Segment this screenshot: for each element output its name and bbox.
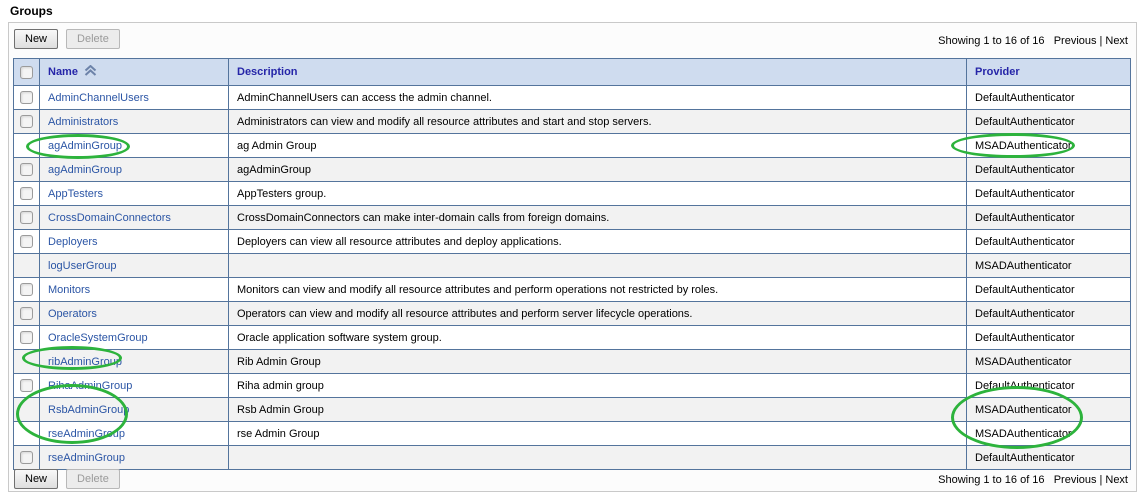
row-checkbox-cell bbox=[14, 422, 40, 446]
row-name-cell bbox=[40, 158, 229, 182]
group-provider: DefaultAuthenticator bbox=[975, 235, 1075, 248]
row-description-cell bbox=[229, 446, 967, 470]
group-provider: DefaultAuthenticator bbox=[975, 379, 1075, 392]
row-provider-cell bbox=[967, 422, 1131, 446]
group-description: AppTesters group. bbox=[237, 187, 327, 200]
group-name-link[interactable]: agAdminGroup bbox=[48, 163, 122, 176]
group-provider: DefaultAuthenticator bbox=[975, 283, 1075, 296]
row-provider-cell bbox=[967, 206, 1131, 230]
row-provider-cell bbox=[967, 446, 1131, 470]
row-provider-cell bbox=[967, 278, 1131, 302]
group-provider: DefaultAuthenticator bbox=[975, 451, 1075, 464]
row-description-cell bbox=[229, 86, 967, 110]
row-description-cell bbox=[229, 182, 967, 206]
table-row bbox=[14, 398, 1131, 422]
row-name-cell bbox=[40, 422, 229, 446]
table-row bbox=[14, 182, 1131, 206]
group-description: Administrators can view and modify all resource attributes and start and stop servers. bbox=[237, 115, 652, 128]
row-name-cell bbox=[40, 326, 229, 350]
delete-button[interactable]: Delete bbox=[66, 29, 120, 49]
group-name-link[interactable]: AdminChannelUsers bbox=[48, 91, 149, 104]
group-name-link[interactable]: OracleSystemGroup bbox=[48, 331, 148, 344]
groups-table-body bbox=[14, 86, 1131, 470]
row-provider-cell bbox=[967, 86, 1131, 110]
row-name-cell bbox=[40, 134, 229, 158]
group-provider: DefaultAuthenticator bbox=[975, 211, 1075, 224]
group-provider: DefaultAuthenticator bbox=[975, 187, 1075, 200]
row-checkbox[interactable] bbox=[20, 451, 33, 464]
groups-panel bbox=[8, 22, 1137, 492]
pagination-separator: | bbox=[1099, 35, 1103, 47]
pagination-top bbox=[938, 35, 1128, 47]
row-provider-cell bbox=[967, 110, 1131, 134]
group-name-link[interactable]: Administrators bbox=[48, 115, 119, 128]
row-provider-cell bbox=[967, 182, 1131, 206]
row-name-cell bbox=[40, 278, 229, 302]
group-name-link[interactable]: AppTesters bbox=[48, 187, 104, 200]
row-checkbox[interactable] bbox=[20, 91, 33, 104]
row-checkbox[interactable] bbox=[20, 187, 33, 200]
table-row bbox=[14, 422, 1131, 446]
next-link[interactable]: Next bbox=[1105, 35, 1128, 47]
row-checkbox[interactable] bbox=[20, 235, 33, 248]
group-provider: MSADAuthenticator bbox=[975, 427, 1072, 440]
table-header-row bbox=[14, 59, 1131, 86]
row-name-cell bbox=[40, 398, 229, 422]
new-button[interactable]: New bbox=[14, 469, 58, 489]
table-row bbox=[14, 446, 1131, 470]
row-description-cell bbox=[229, 398, 967, 422]
column-header-description: Description bbox=[229, 59, 967, 86]
pagination-separator: | bbox=[1099, 474, 1103, 486]
next-link[interactable]: Next bbox=[1105, 474, 1128, 486]
group-description: Oracle application software system group. bbox=[237, 331, 442, 344]
group-name-link[interactable]: rseAdminGroup bbox=[48, 451, 126, 464]
row-checkbox-cell bbox=[14, 110, 40, 134]
column-header-name[interactable]: Name bbox=[40, 59, 229, 86]
select-all-checkbox[interactable] bbox=[20, 66, 33, 79]
row-description-cell bbox=[229, 374, 967, 398]
row-checkbox-cell bbox=[14, 326, 40, 350]
showing-text: Showing 1 to 16 of 16 bbox=[938, 35, 1045, 47]
table-row bbox=[14, 230, 1131, 254]
row-provider-cell bbox=[967, 230, 1131, 254]
row-checkbox-cell bbox=[14, 158, 40, 182]
group-name-link[interactable]: agAdminGroup bbox=[48, 139, 122, 152]
group-provider: DefaultAuthenticator bbox=[975, 115, 1075, 128]
group-description: Rib Admin Group bbox=[237, 355, 321, 368]
group-description: agAdminGroup bbox=[237, 163, 311, 176]
group-description: CrossDomainConnectors can make inter-domain calls from foreign domains. bbox=[237, 211, 610, 224]
group-name-link[interactable]: ribAdminGroup bbox=[48, 355, 122, 368]
row-checkbox[interactable] bbox=[20, 163, 33, 176]
page-title: Groups bbox=[10, 4, 53, 18]
row-checkbox-cell bbox=[14, 446, 40, 470]
row-name-cell bbox=[40, 350, 229, 374]
row-description-cell bbox=[229, 158, 967, 182]
row-name-cell bbox=[40, 110, 229, 134]
groups-table bbox=[13, 58, 1131, 470]
row-checkbox[interactable] bbox=[20, 307, 33, 320]
group-description: AdminChannelUsers can access the admin channel. bbox=[237, 91, 492, 104]
row-name-cell bbox=[40, 446, 229, 470]
row-description-cell bbox=[229, 110, 967, 134]
row-provider-cell bbox=[967, 134, 1131, 158]
row-checkbox-cell bbox=[14, 398, 40, 422]
row-checkbox-cell bbox=[14, 278, 40, 302]
row-checkbox-cell bbox=[14, 86, 40, 110]
row-checkbox-cell bbox=[14, 206, 40, 230]
row-name-cell bbox=[40, 86, 229, 110]
group-description: Deployers can view all resource attributes and deploy applications. bbox=[237, 235, 562, 248]
row-description-cell bbox=[229, 422, 967, 446]
group-provider: DefaultAuthenticator bbox=[975, 91, 1075, 104]
table-row bbox=[14, 278, 1131, 302]
row-description-cell bbox=[229, 326, 967, 350]
select-all-cell bbox=[14, 59, 40, 86]
group-name-link[interactable]: CrossDomainConnectors bbox=[48, 211, 171, 224]
row-checkbox[interactable] bbox=[20, 211, 33, 224]
group-description: Monitors can view and modify all resource attributes and perform operations not restricted by roles. bbox=[237, 283, 719, 296]
group-provider: DefaultAuthenticator bbox=[975, 331, 1075, 344]
group-provider: DefaultAuthenticator bbox=[975, 307, 1075, 320]
table-row bbox=[14, 350, 1131, 374]
row-name-cell bbox=[40, 206, 229, 230]
row-name-cell bbox=[40, 182, 229, 206]
row-checkbox[interactable] bbox=[20, 331, 33, 344]
group-description: ag Admin Group bbox=[237, 139, 317, 152]
pagination-bottom bbox=[938, 474, 1128, 486]
table-row bbox=[14, 254, 1131, 278]
row-description-cell bbox=[229, 278, 967, 302]
row-checkbox-cell bbox=[14, 374, 40, 398]
group-description: Riha admin group bbox=[237, 379, 324, 392]
group-provider: MSADAuthenticator bbox=[975, 259, 1072, 272]
row-description-cell bbox=[229, 134, 967, 158]
column-header-provider: Provider bbox=[967, 59, 1131, 86]
showing-text: Showing 1 to 16 of 16 bbox=[938, 474, 1045, 486]
row-provider-cell bbox=[967, 374, 1131, 398]
group-name-link[interactable]: RsbAdminGroup bbox=[48, 403, 130, 416]
row-provider-cell bbox=[967, 254, 1131, 278]
table-row bbox=[14, 158, 1131, 182]
row-provider-cell bbox=[967, 326, 1131, 350]
table-row bbox=[14, 134, 1131, 158]
row-checkbox-cell bbox=[14, 302, 40, 326]
row-checkbox-cell bbox=[14, 182, 40, 206]
group-provider: MSADAuthenticator bbox=[975, 355, 1072, 368]
row-name-cell bbox=[40, 374, 229, 398]
group-provider: MSADAuthenticator bbox=[975, 139, 1072, 152]
table-row bbox=[14, 374, 1131, 398]
table-row bbox=[14, 110, 1131, 134]
row-name-cell bbox=[40, 254, 229, 278]
row-checkbox[interactable] bbox=[20, 379, 33, 392]
toolbar-top bbox=[14, 29, 120, 49]
row-name-cell bbox=[40, 302, 229, 326]
row-provider-cell bbox=[967, 302, 1131, 326]
group-name-link[interactable]: rseAdminGroup bbox=[48, 427, 126, 440]
group-name-link[interactable]: Monitors bbox=[48, 283, 91, 296]
row-description-cell bbox=[229, 254, 967, 278]
row-checkbox-cell bbox=[14, 254, 40, 278]
row-checkbox[interactable] bbox=[20, 115, 33, 128]
group-provider: MSADAuthenticator bbox=[975, 403, 1072, 416]
row-checkbox[interactable] bbox=[20, 283, 33, 296]
group-name-link[interactable]: Operators bbox=[48, 307, 97, 320]
row-name-cell bbox=[40, 230, 229, 254]
previous-link[interactable]: Previous bbox=[1053, 35, 1097, 47]
new-button[interactable]: New bbox=[14, 29, 58, 49]
row-description-cell bbox=[229, 230, 967, 254]
row-description-cell bbox=[229, 302, 967, 326]
double-chevron-up-icon[interactable] bbox=[84, 65, 97, 79]
group-name-link[interactable]: logUserGroup bbox=[48, 259, 117, 272]
table-row bbox=[14, 302, 1131, 326]
toolbar-bottom bbox=[14, 469, 120, 489]
row-description-cell bbox=[229, 350, 967, 374]
row-description-cell bbox=[229, 206, 967, 230]
table-row bbox=[14, 206, 1131, 230]
delete-button[interactable]: Delete bbox=[66, 469, 120, 489]
table-row bbox=[14, 326, 1131, 350]
previous-link[interactable]: Previous bbox=[1053, 474, 1097, 486]
row-provider-cell bbox=[967, 350, 1131, 374]
row-provider-cell bbox=[967, 398, 1131, 422]
row-checkbox-cell bbox=[14, 230, 40, 254]
group-name-link[interactable]: RihaAdminGroup bbox=[48, 379, 133, 392]
row-provider-cell bbox=[967, 158, 1131, 182]
group-name-link[interactable]: Deployers bbox=[48, 235, 98, 248]
group-provider: DefaultAuthenticator bbox=[975, 163, 1075, 176]
table-row bbox=[14, 86, 1131, 110]
row-checkbox-cell bbox=[14, 134, 40, 158]
group-description: Rsb Admin Group bbox=[237, 403, 324, 416]
group-description: Operators can view and modify all resource attributes and perform server lifecycle operations. bbox=[237, 307, 693, 320]
row-checkbox-cell bbox=[14, 350, 40, 374]
group-description: rse Admin Group bbox=[237, 427, 320, 440]
